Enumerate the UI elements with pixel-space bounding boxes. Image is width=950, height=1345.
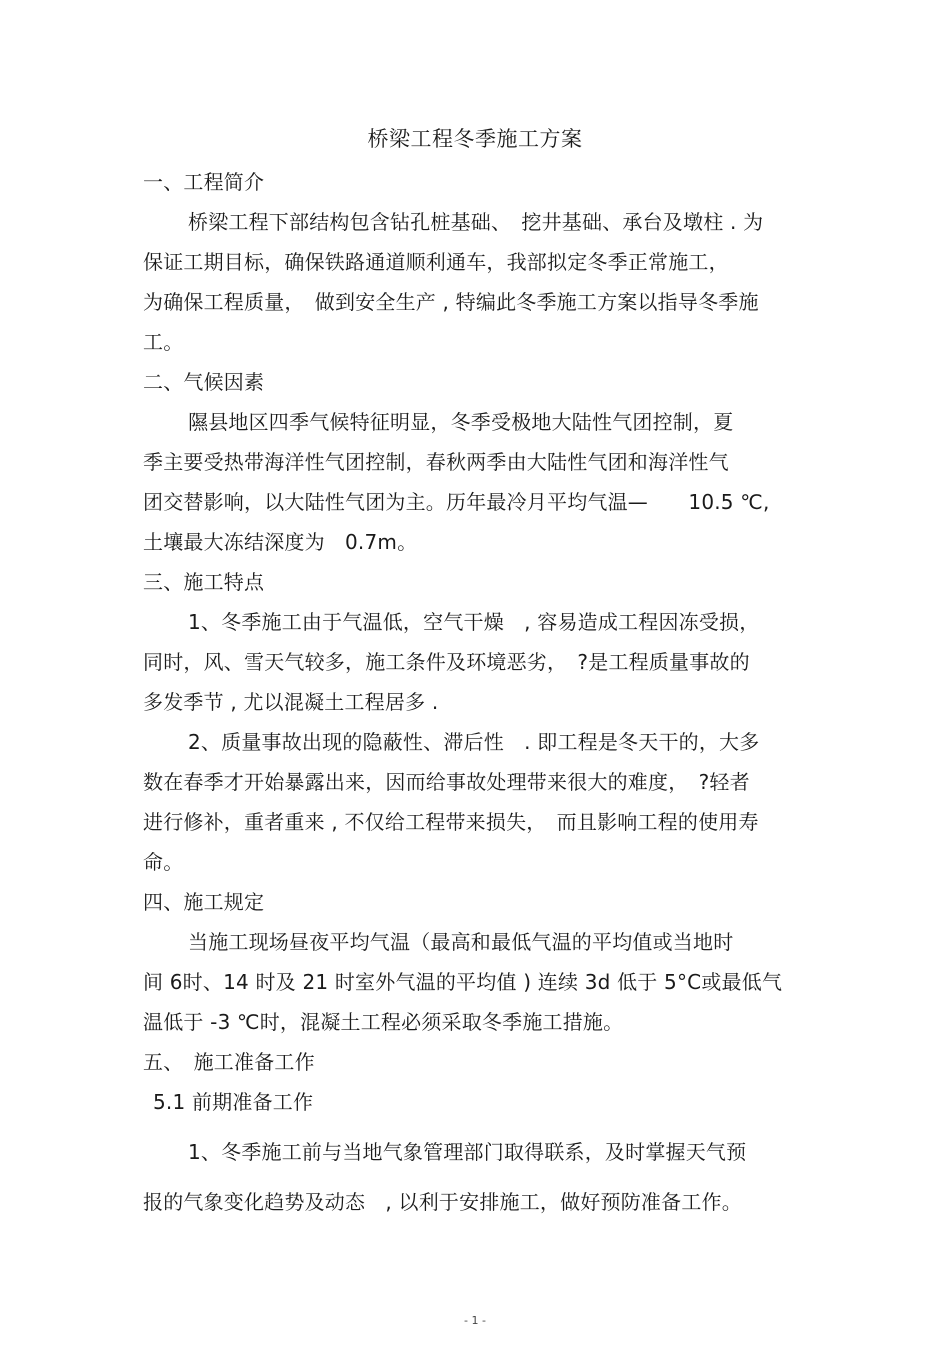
paragraph-line: 1、冬季施工由于气温低，空气干燥 , 容易造成工程因冻受损， bbox=[188, 610, 760, 634]
paragraph-line: 季主要受热带海洋性气团控制，春秋两季由大陆性气团和海洋性气 bbox=[143, 450, 729, 474]
section-heading-2: 二、气候因素 bbox=[143, 370, 265, 394]
paragraph-line: 桥梁工程下部结构包含钻孔桩基础、 挖井基础、承台及墩柱 . 为 bbox=[188, 210, 764, 234]
paragraph-line: 保证工期目标，确保铁路通道顺利通车，我部拟定冬季正常施工， bbox=[143, 250, 729, 274]
paragraph-line: 2、质量事故出现的隐蔽性、滞后性 . 即工程是冬天干的，大多 bbox=[188, 730, 760, 754]
paragraph-line: 命。 bbox=[143, 850, 184, 874]
paragraph-line: 隰县地区四季气候特征明显，冬季受极地大陆性气团控制，夏 bbox=[188, 410, 734, 434]
paragraph-line: 报的气象变化趋势及动态 , 以利于安排施工，做好预防准备工作。 bbox=[143, 1190, 742, 1214]
paragraph-line: 为确保工程质量， 做到安全生产 , 特编此冬季施工方案以指导冬季施 bbox=[143, 290, 759, 314]
paragraph-line: 多发季节 , 尤以混凝土工程居多 . bbox=[143, 690, 439, 714]
section-heading-3: 三、施工特点 bbox=[143, 570, 265, 594]
section-heading-4: 四、施工规定 bbox=[143, 890, 265, 914]
subsection-heading: 5.1 前期准备工作 bbox=[153, 1090, 314, 1114]
paragraph-line: 工。 bbox=[143, 330, 184, 354]
paragraph-line: 土壤最大冻结深度为 0.7m。 bbox=[143, 530, 418, 554]
section-heading-5: 五、 施工准备工作 bbox=[143, 1050, 315, 1074]
paragraph-line: 同时，风、雪天气较多，施工条件及环境恶劣， ?是工程质量事故的 bbox=[143, 650, 750, 674]
paragraph-line: 温低于 -3 ℃时，混凝土工程必须采取冬季施工措施。 bbox=[143, 1010, 624, 1034]
paragraph-line: 当施工现场昼夜平均气温（最高和最低气温的平均值或当地时 bbox=[188, 930, 734, 954]
paragraph-line: 数在春季才开始暴露出来，因而给事故处理带来很大的难度， ?轻者 bbox=[143, 770, 750, 794]
document-title: 桥梁工程冬季施工方案 bbox=[367, 127, 583, 151]
paragraph-line: 进行修补，重者重来 , 不仅给工程带来损失， 而且影响工程的使用寿 bbox=[143, 810, 759, 834]
section-heading-1: 一、工程简介 bbox=[143, 170, 265, 194]
page-number: - 1 - bbox=[464, 1314, 486, 1327]
paragraph-line: 间 6时、14 时及 21 时室外气温的平均值 ) 连续 3d 低于 5°C或最低气 bbox=[143, 970, 783, 994]
paragraph-line: 1、冬季施工前与当地气象管理部门取得联系，及时掌握天气预 bbox=[188, 1140, 747, 1164]
paragraph-line: 团交替影响，以大陆性气团为主。历年最冷月平均气温— 10.5 ℃, bbox=[143, 490, 770, 514]
